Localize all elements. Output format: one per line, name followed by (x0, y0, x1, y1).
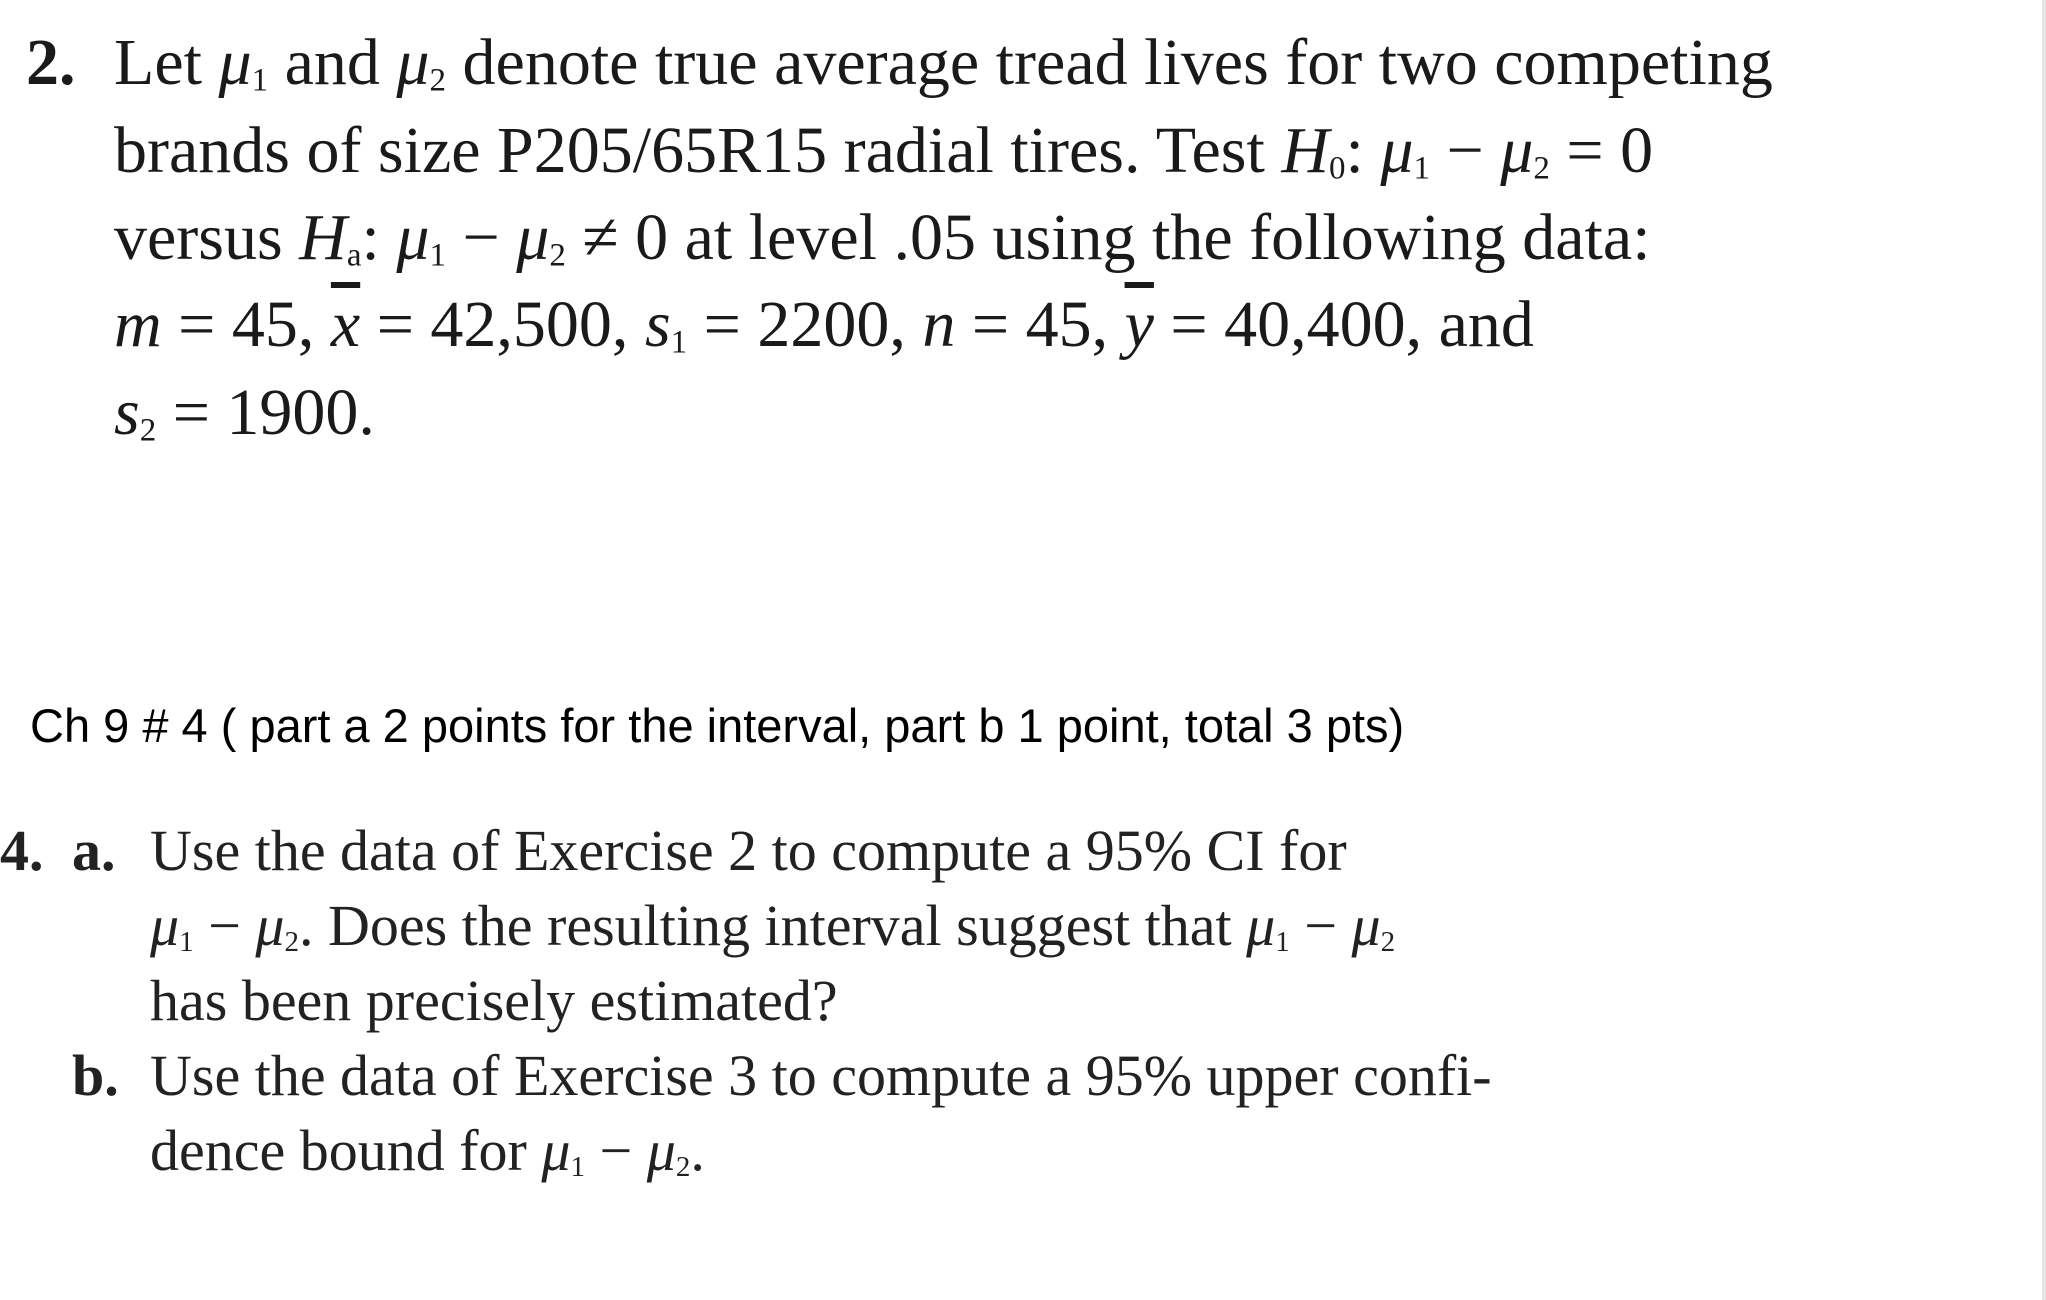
subscript: 1 (1275, 925, 1290, 958)
page-edge-divider (2042, 0, 2046, 1300)
subscript: 2 (284, 925, 299, 958)
text: : (361, 201, 397, 274)
grading-header: Ch 9 # 4 ( part a 2 points for the interval, part b 1 point, total 3 pts) (30, 699, 1405, 752)
text: . Does the resulting interval suggest that (298, 893, 1247, 958)
variable-x-bar: $\overline{x}$ (330, 288, 361, 361)
subscript: 2 (429, 62, 447, 99)
text: − (1289, 893, 1352, 958)
text: denote true average tread lives for two competing (446, 26, 1773, 99)
mu-symbol: μ (396, 26, 430, 99)
text: : (1345, 114, 1381, 187)
text: = 0 (1549, 114, 1654, 187)
mu-symbol: μ (1380, 114, 1414, 187)
part-b-line-1: Use the data of Exercise 3 to compute a 95% upper confi- (150, 1043, 1492, 1108)
text: = 40,400, and (1153, 288, 1534, 361)
mu-symbol: μ (646, 1118, 676, 1183)
part-a-line-2 (150, 893, 1396, 958)
subscript: 2 (1533, 150, 1550, 187)
exercise-number: 4. (0, 818, 44, 883)
subscript: 2 (1380, 925, 1396, 958)
exercise-2-line-5 (114, 376, 375, 449)
exercise-2-line-3 (114, 201, 1651, 274)
mu-symbol: μ (1246, 893, 1276, 958)
subscript: 1 (1413, 150, 1430, 187)
exercise-2-line-1-text (114, 26, 1773, 99)
hypothesis-symbol: H (299, 201, 347, 274)
part-a-line-3: has been precisely estimated? (150, 968, 838, 1033)
mu-symbol: μ (516, 201, 550, 274)
subscript: 1 (570, 1150, 585, 1183)
variable-y-bar: $\overline{y}$ (1124, 288, 1154, 361)
variable-s: s (644, 288, 671, 361)
text: . (690, 1118, 705, 1183)
subscript: 2 (549, 237, 566, 274)
text: − (1429, 114, 1501, 187)
exercise-2-line-2 (114, 114, 1654, 187)
mu-symbol: μ (255, 893, 285, 958)
mu-symbol: μ (1351, 893, 1381, 958)
part-b-line-2 (150, 1118, 705, 1183)
subscript: 1 (670, 324, 688, 361)
mu-symbol: μ (1500, 114, 1534, 187)
text: brands of size P205/65R15 radial tires. Test (114, 114, 1282, 187)
part-b-label: b. (72, 1043, 119, 1108)
text: − (193, 893, 256, 958)
mu-symbol: μ (541, 1118, 571, 1183)
subscript: 1 (429, 237, 446, 274)
text: versus (114, 201, 300, 274)
text: = 2200, (687, 288, 923, 361)
variable-n: n (922, 288, 956, 361)
subscript: a (346, 237, 362, 274)
part-a-label: a. (72, 818, 116, 883)
subscript: 1 (251, 62, 269, 99)
exercise-number: 2. (26, 26, 76, 99)
text: − (584, 1118, 647, 1183)
text: = 45, (955, 288, 1125, 361)
mu-symbol: μ (150, 893, 180, 958)
variable-m: m (114, 288, 162, 361)
part-a-line-1: Use the data of Exercise 2 to compute a 95% CI for (150, 818, 1347, 883)
mu-symbol: μ (396, 201, 430, 274)
subscript: 1 (179, 925, 194, 958)
exercise-2-line-1 (26, 26, 76, 99)
subscript: 0 (1328, 150, 1346, 187)
text: = 42,500, (360, 288, 645, 361)
text: = 1900. (156, 376, 375, 449)
subscript: 2 (675, 1150, 691, 1183)
text: = 45, (161, 288, 331, 361)
variable-s: s (114, 376, 140, 449)
exercise-2-line-4 (114, 288, 1534, 361)
subscript: 2 (139, 412, 157, 449)
text: and (268, 26, 397, 99)
hypothesis-symbol: H (1281, 114, 1329, 187)
mu-symbol: μ (218, 26, 252, 99)
text: − (445, 201, 517, 274)
text: Let (114, 26, 219, 99)
text: dence bound for (150, 1118, 542, 1183)
text: ≠ 0 at level .05 using the following data: (565, 201, 1651, 274)
